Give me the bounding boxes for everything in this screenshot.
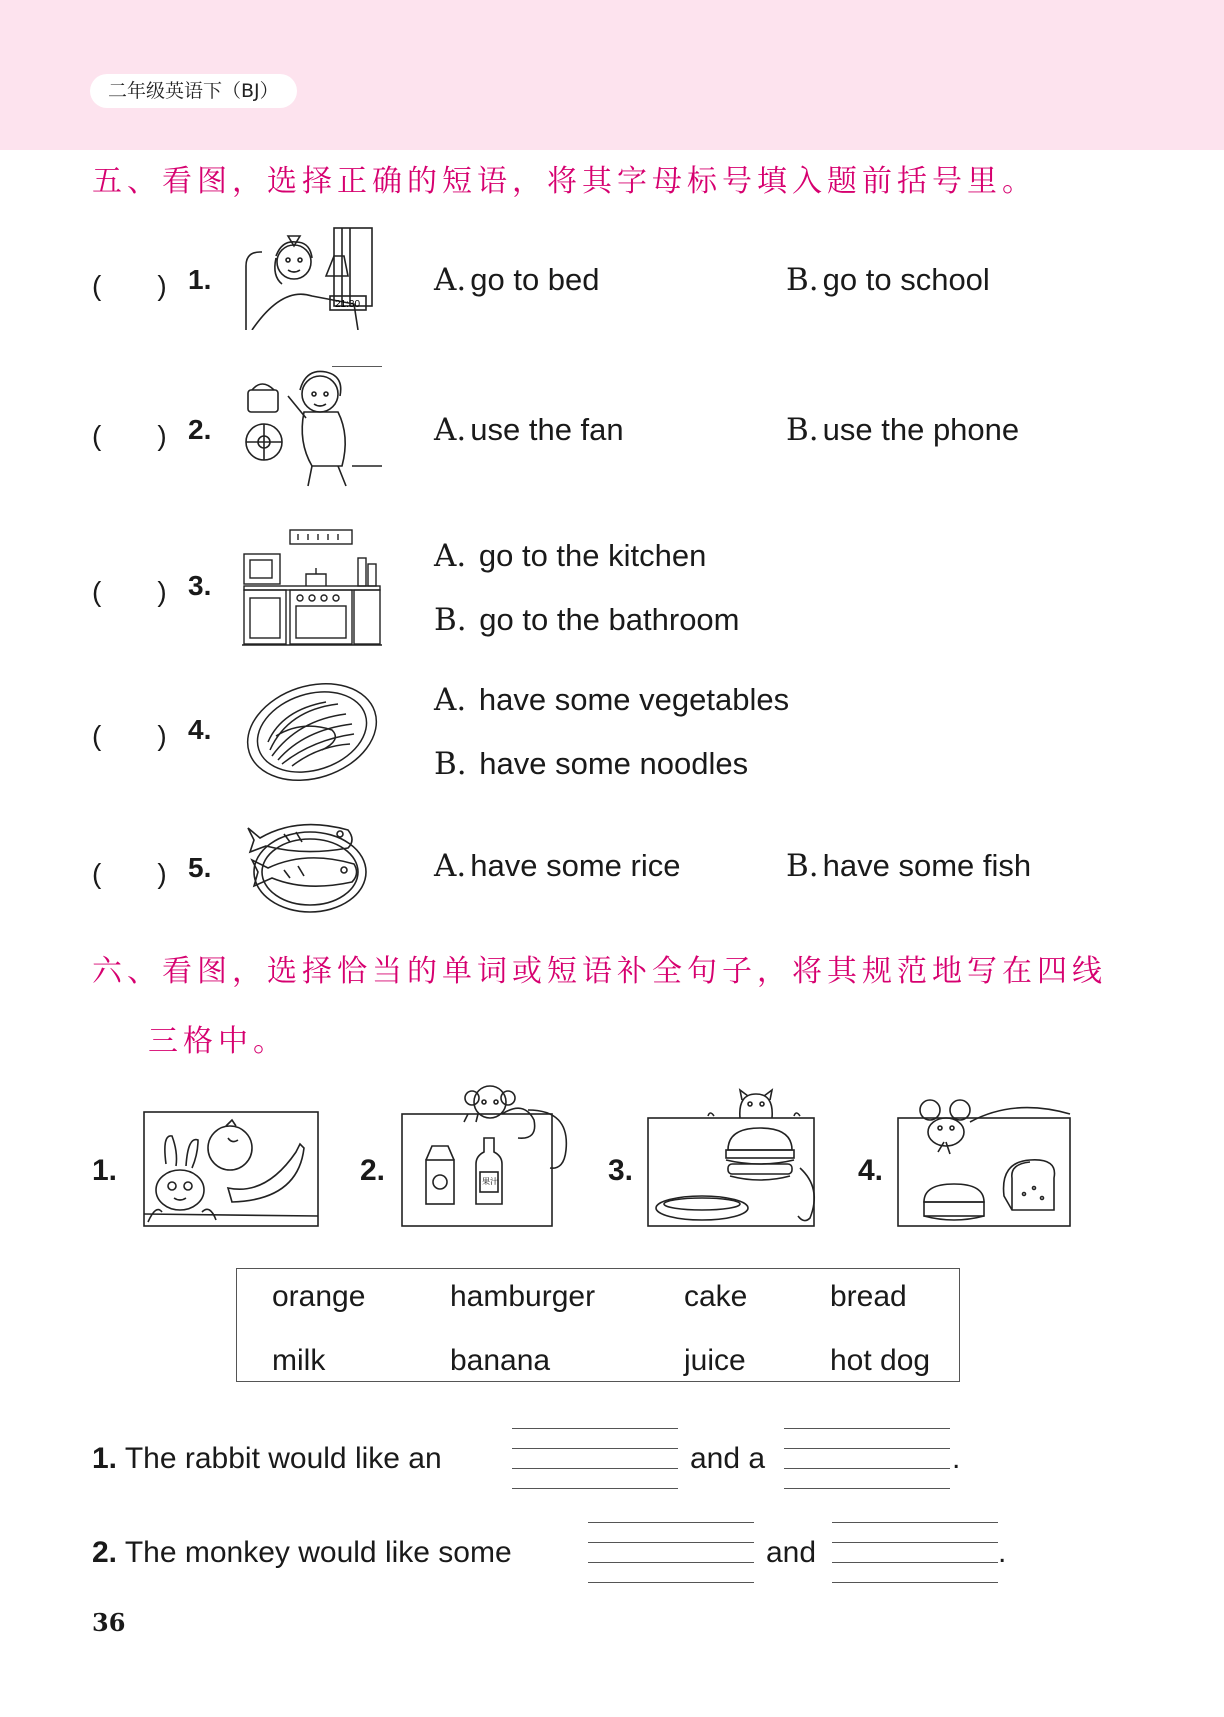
sentence-middle: and (766, 1536, 817, 1569)
four-line-writing-blank[interactable] (588, 1522, 754, 1582)
option-text: have some rice (470, 848, 681, 883)
sentence-number: 1. (92, 1442, 118, 1475)
option-letter: A. (434, 262, 467, 298)
option-text: have some fish (822, 848, 1032, 883)
word-bank-item: orange (272, 1280, 366, 1313)
answer-parens[interactable]: ( ) (92, 270, 167, 301)
word-bank-item: cake (684, 1280, 748, 1313)
sentence-end: . (998, 1536, 1007, 1569)
clock-time: 21:30 (335, 299, 361, 310)
sentence-end: . (952, 1442, 961, 1475)
option-b[interactable] (434, 746, 748, 782)
option-a[interactable] (434, 538, 706, 574)
rabbit-picture (128, 1104, 324, 1234)
answer-parens[interactable]: ( ) (92, 720, 167, 751)
girl-in-bed-picture (242, 226, 374, 330)
four-line-writing-blank[interactable] (784, 1428, 950, 1488)
section5-title: 五、看图，选择正确的短语，将其字母标号填入题前括号里。 (92, 164, 1037, 199)
word-bank-item: banana (450, 1344, 551, 1377)
option-text: go to bed (470, 262, 600, 297)
picture-number: 1. (92, 1154, 118, 1187)
question-number: 2. (188, 414, 212, 445)
answer-parens[interactable]: ( ) (92, 576, 167, 607)
option-letter: A. (434, 412, 467, 448)
option-letter: B. (786, 412, 819, 448)
word-bank-item: milk (272, 1344, 326, 1377)
word-bank-item: bread (830, 1280, 907, 1313)
girl-on-phone-picture (242, 366, 382, 494)
page-number: 36 (92, 1608, 126, 1637)
option-letter: A. (434, 848, 467, 884)
word-bank-item: juice (684, 1344, 746, 1377)
picture-number: 3. (608, 1154, 634, 1187)
option-text: use the fan (470, 412, 624, 447)
bottle-label: 果汁 (482, 1177, 498, 1186)
fish-picture (244, 812, 372, 918)
sentence-text: The monkey would like some (124, 1536, 512, 1569)
sentence-1 (92, 1442, 442, 1476)
mouse-picture (894, 1098, 1074, 1234)
cat-picture (644, 1088, 828, 1234)
four-line-writing-blank[interactable] (512, 1428, 678, 1488)
option-letter: B. (434, 602, 467, 638)
monkey-picture (398, 1080, 574, 1234)
option-letter: B. (434, 746, 467, 782)
option-text: have some noodles (479, 746, 749, 781)
section6-title-line1: 六、看图，选择恰当的单词或短语补全句子，将其规范地写在四线 (92, 954, 1107, 989)
question-number: 4. (188, 714, 212, 745)
question-number: 3. (188, 570, 212, 601)
option-a[interactable] (434, 262, 600, 298)
sentence-middle: and a (690, 1442, 766, 1475)
option-a[interactable] (434, 682, 789, 718)
option-b[interactable] (434, 602, 740, 638)
option-text: use the phone (822, 412, 1020, 447)
answer-parens[interactable]: ( ) (92, 420, 167, 451)
option-text: go to the kitchen (478, 538, 707, 573)
option-text: have some vegetables (478, 682, 790, 717)
option-letter: A. (434, 682, 467, 718)
section6-title-line2: 三格中。 (148, 1024, 288, 1059)
option-b[interactable] (786, 262, 990, 298)
word-bank-item: hamburger (450, 1280, 596, 1313)
question-number: 5. (188, 852, 212, 883)
word-bank-item: hot dog (830, 1344, 931, 1377)
option-letter: A. (434, 538, 467, 574)
option-b[interactable] (786, 848, 1031, 884)
option-text: go to the bathroom (479, 602, 740, 637)
option-text: go to school (822, 262, 990, 297)
question-number: 1. (188, 264, 212, 295)
kitchen-picture (242, 528, 382, 646)
noodles-picture (242, 680, 382, 784)
book-label: 二年级英语下（BJ） (90, 74, 297, 108)
option-a[interactable] (434, 412, 624, 448)
picture-number: 2. (360, 1154, 386, 1187)
option-letter: B. (786, 262, 819, 298)
sentence-text: The rabbit would like an (124, 1442, 442, 1475)
answer-parens[interactable]: ( ) (92, 858, 167, 889)
option-letter: B. (786, 848, 819, 884)
option-b[interactable] (786, 412, 1019, 448)
four-line-writing-blank[interactable] (832, 1522, 998, 1582)
option-a[interactable] (434, 848, 680, 884)
sentence-number: 2. (92, 1536, 118, 1569)
sentence-2 (92, 1536, 512, 1570)
header-wave (0, 118, 1224, 158)
picture-number: 4. (858, 1154, 884, 1187)
